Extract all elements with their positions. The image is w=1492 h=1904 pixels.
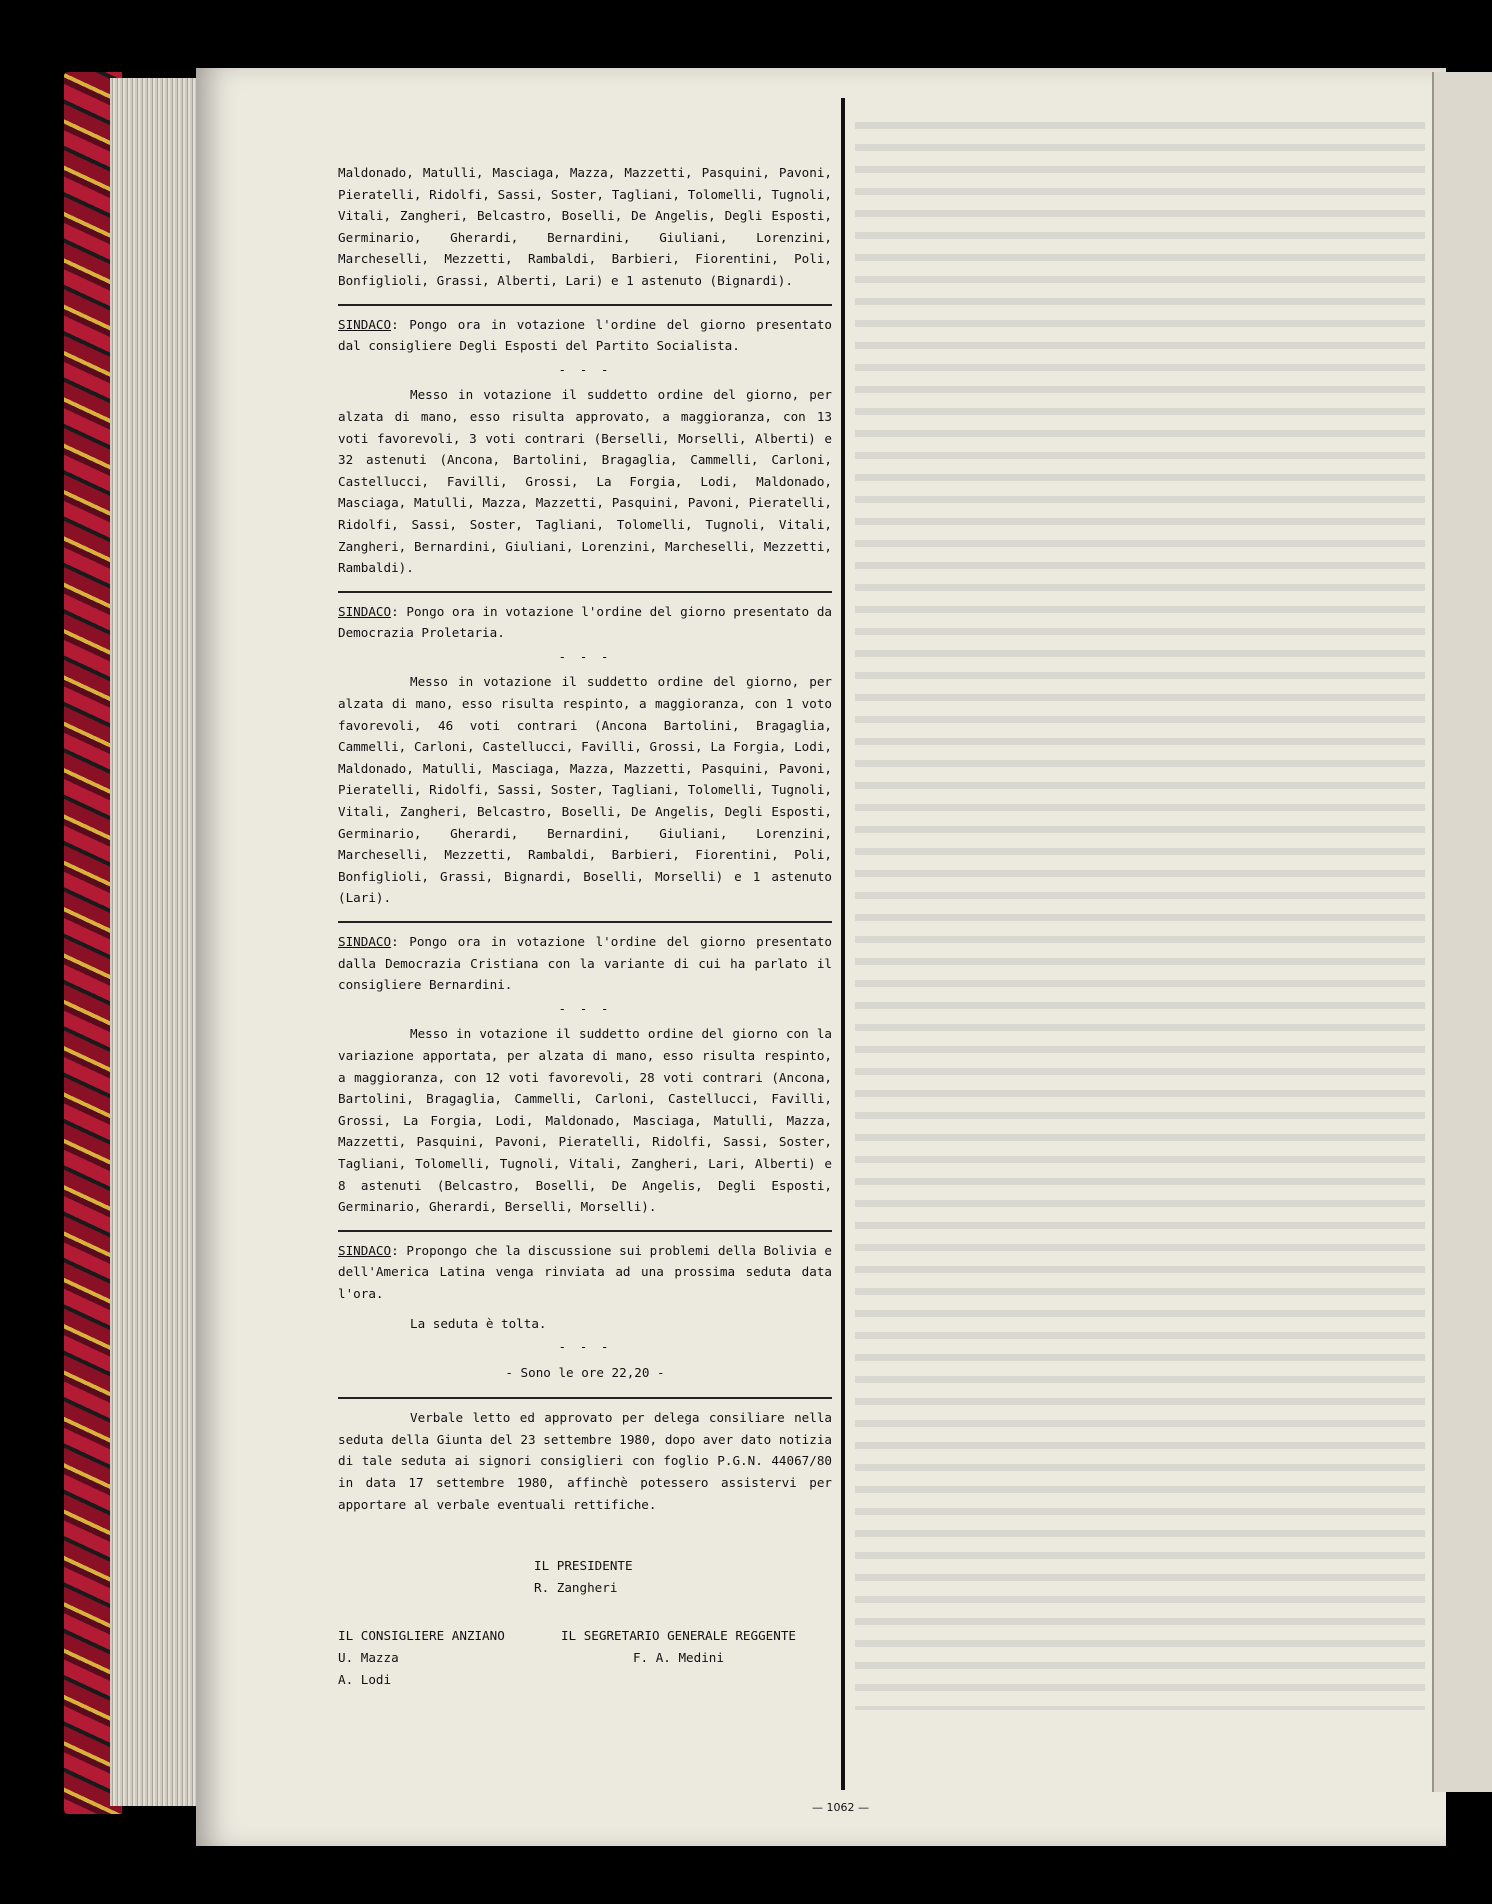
vote-result-2: Messo in votazione il suddetto ordine del giorno, per alzata di mano, esso risulta respinto, a maggioranza, con 1 voto favorevoli, 46 voti contrari (Ancona Bartolini, Bragaglia, Cammelli, Carloni, Castellucci, Favilli, Grossi, La Forgia, Lodi, Maldonado, Matulli, Masciaga, Mazza, Mazzetti, Pasquini, Pavoni, Pieratelli, Ridolfi, Sassi, Soster, Tagliani, Tolomelli, Tugnoli, Vitali, Zangheri, Belcastro, Boselli, De Angelis, Degli Esposti, Germinario, Gherardi, Bernardini, Giuliani, Lorenzini, Marcheselli, Mezzetti, Rambaldi, Barbieri, Fiorentini, Poli, Bonfiglioli, Grassi, Bignardi, Boselli, Morselli) e 1 astenuto (Lari). bbox=[338, 674, 832, 906]
sindaco-statement-1: SINDACO: Pongo ora in votazione l'ordine del giorno presentato dal consigliere Degli Esposti del Partito Socialista. bbox=[338, 316, 832, 354]
page-number: — 1062 — bbox=[812, 1801, 869, 1814]
document-body bbox=[338, 162, 832, 1691]
continuation-text: Maldonado, Matulli, Masciaga, Mazza, Mazzetti, Pasquini, Pavoni, Pieratelli, Ridolfi, Sassi, Soster, Tagliani, Tolomelli, Tugnoli, Vitali, Zangheri, Belcastro, Boselli, De Angelis, Degli Esposti, Germinario, Gherardi, Bernardini, Giuliani, Lorenzini, Marcheselli, Mezzetti, Rambaldi, Barbieri, Fiorentini, Poli, Bonfiglioli, Grassi, Alberti, Lari) e 1 astenuto (Bignardi). bbox=[338, 165, 832, 288]
secretary-signature bbox=[561, 1625, 796, 1691]
section-rule bbox=[338, 1230, 832, 1232]
dash-separator: - - - bbox=[558, 1339, 612, 1355]
elder-title: IL CONSIGLIERE ANZIANO bbox=[338, 1628, 505, 1644]
section-rule bbox=[338, 921, 832, 923]
signature-block bbox=[338, 1555, 832, 1691]
page-edges bbox=[110, 78, 200, 1806]
speaker-label: SINDACO bbox=[338, 934, 392, 949]
president-signature bbox=[534, 1555, 832, 1599]
section-rule bbox=[338, 591, 832, 593]
speaker-label: SINDACO bbox=[338, 316, 392, 332]
president-name: R. Zangheri bbox=[534, 1580, 618, 1596]
speaker-label: SINDACO bbox=[338, 603, 392, 619]
session-closed: La seduta è tolta. bbox=[410, 1315, 547, 1331]
secretary-name: F. A. Medini bbox=[632, 1650, 724, 1666]
signature-row bbox=[338, 1625, 832, 1691]
dash-separator: - - - bbox=[558, 648, 612, 664]
column-divider bbox=[841, 98, 845, 1790]
section-rule bbox=[338, 1397, 832, 1399]
sindaco-closing-statement: SINDACO: Propongo che la discussione sui problemi della Bolivia e dell'America Latina venga rinviata ad una prossima seduta data l'ora. bbox=[338, 1242, 832, 1301]
elder-name: U. Mazza bbox=[338, 1650, 399, 1666]
closing-time: - Sono le ore 22,20 - bbox=[505, 1364, 665, 1380]
adjacent-page bbox=[1432, 72, 1492, 1792]
sindaco-statement-3: SINDACO: Pongo ora in votazione l'ordine del giorno presentato dalla Democrazia Cristiana con la variante di cui ha parlato il consigliere Bernardini. bbox=[338, 934, 832, 993]
bleed-through-text bbox=[855, 110, 1425, 1710]
approval-note: Verbale letto ed approvato per delega consiliare nella seduta della Giunta del 23 settembre 1980, dopo aver dato notizia di tale seduta ai signori consiglieri con foglio P.G.N. 44067/80 in data 17 settembre 1980, affinchè potessero assistervi per apportare al verbale eventuali rettifiche. bbox=[338, 1410, 832, 1512]
elder-name: A. Lodi bbox=[338, 1672, 392, 1688]
president-title: IL PRESIDENTE bbox=[534, 1558, 633, 1574]
vote-result-1: Messo in votazione il suddetto ordine del giorno, per alzata di mano, esso risulta approvato, a maggioranza, con 13 voti favorevoli, 3 voti contrari (Berselli, Morselli, Alberti) e 32 astenuti (Ancona, Bartolini, Bragaglia, Cammelli, Carloni, Castellucci, Favilli, Grossi, La Forgia, Lodi, Maldonado, Masciaga, Matulli, Mazza, Mazzetti, Pasquini, Pavoni, Pieratelli, Ridolfi, Sassi, Soster, Tagliani, Tolomelli, Tugnoli, Vitali, Zangheri, Bernardini, Giuliani, Lorenzini, Marcheselli, Mezzetti, Rambaldi). bbox=[338, 387, 832, 576]
sindaco-statement-2: SINDACO: Pongo ora in votazione l'ordine del giorno presentato da Democrazia Proletaria. bbox=[338, 603, 832, 641]
dash-separator: - - - bbox=[558, 361, 612, 377]
vote-result-3: Messo in votazione il suddetto ordine del giorno con la variazione apportata, per alzata di mano, esso risulta respinto, a maggioranza, con 12 voti favorevoli, 28 voti contrari (Ancona, Bartolini, Bragaglia, Cammelli, Carloni, Castellucci, Favilli, Grossi, La Forgia, Lodi, Maldonado, Masciaga, Matulli, Mazza, Mazzetti, Pasquini, Pavoni, Pieratelli, Ridolfi, Sassi, Soster, Tagliani, Tolomelli, Tugnoli, Vitali, Zangheri, Lari, Alberti) e 8 astenuti (Belcastro, Boselli, De Angelis, Degli Esposti, Germinario, Gherardi, Berselli, Morselli). bbox=[338, 1026, 832, 1215]
elder-signature bbox=[338, 1625, 505, 1691]
dash-separator: - - - bbox=[558, 1000, 612, 1016]
speaker-label: SINDACO bbox=[338, 1242, 392, 1258]
section-rule bbox=[338, 304, 832, 306]
secretary-title: IL SEGRETARIO GENERALE REGGENTE bbox=[560, 1628, 796, 1644]
